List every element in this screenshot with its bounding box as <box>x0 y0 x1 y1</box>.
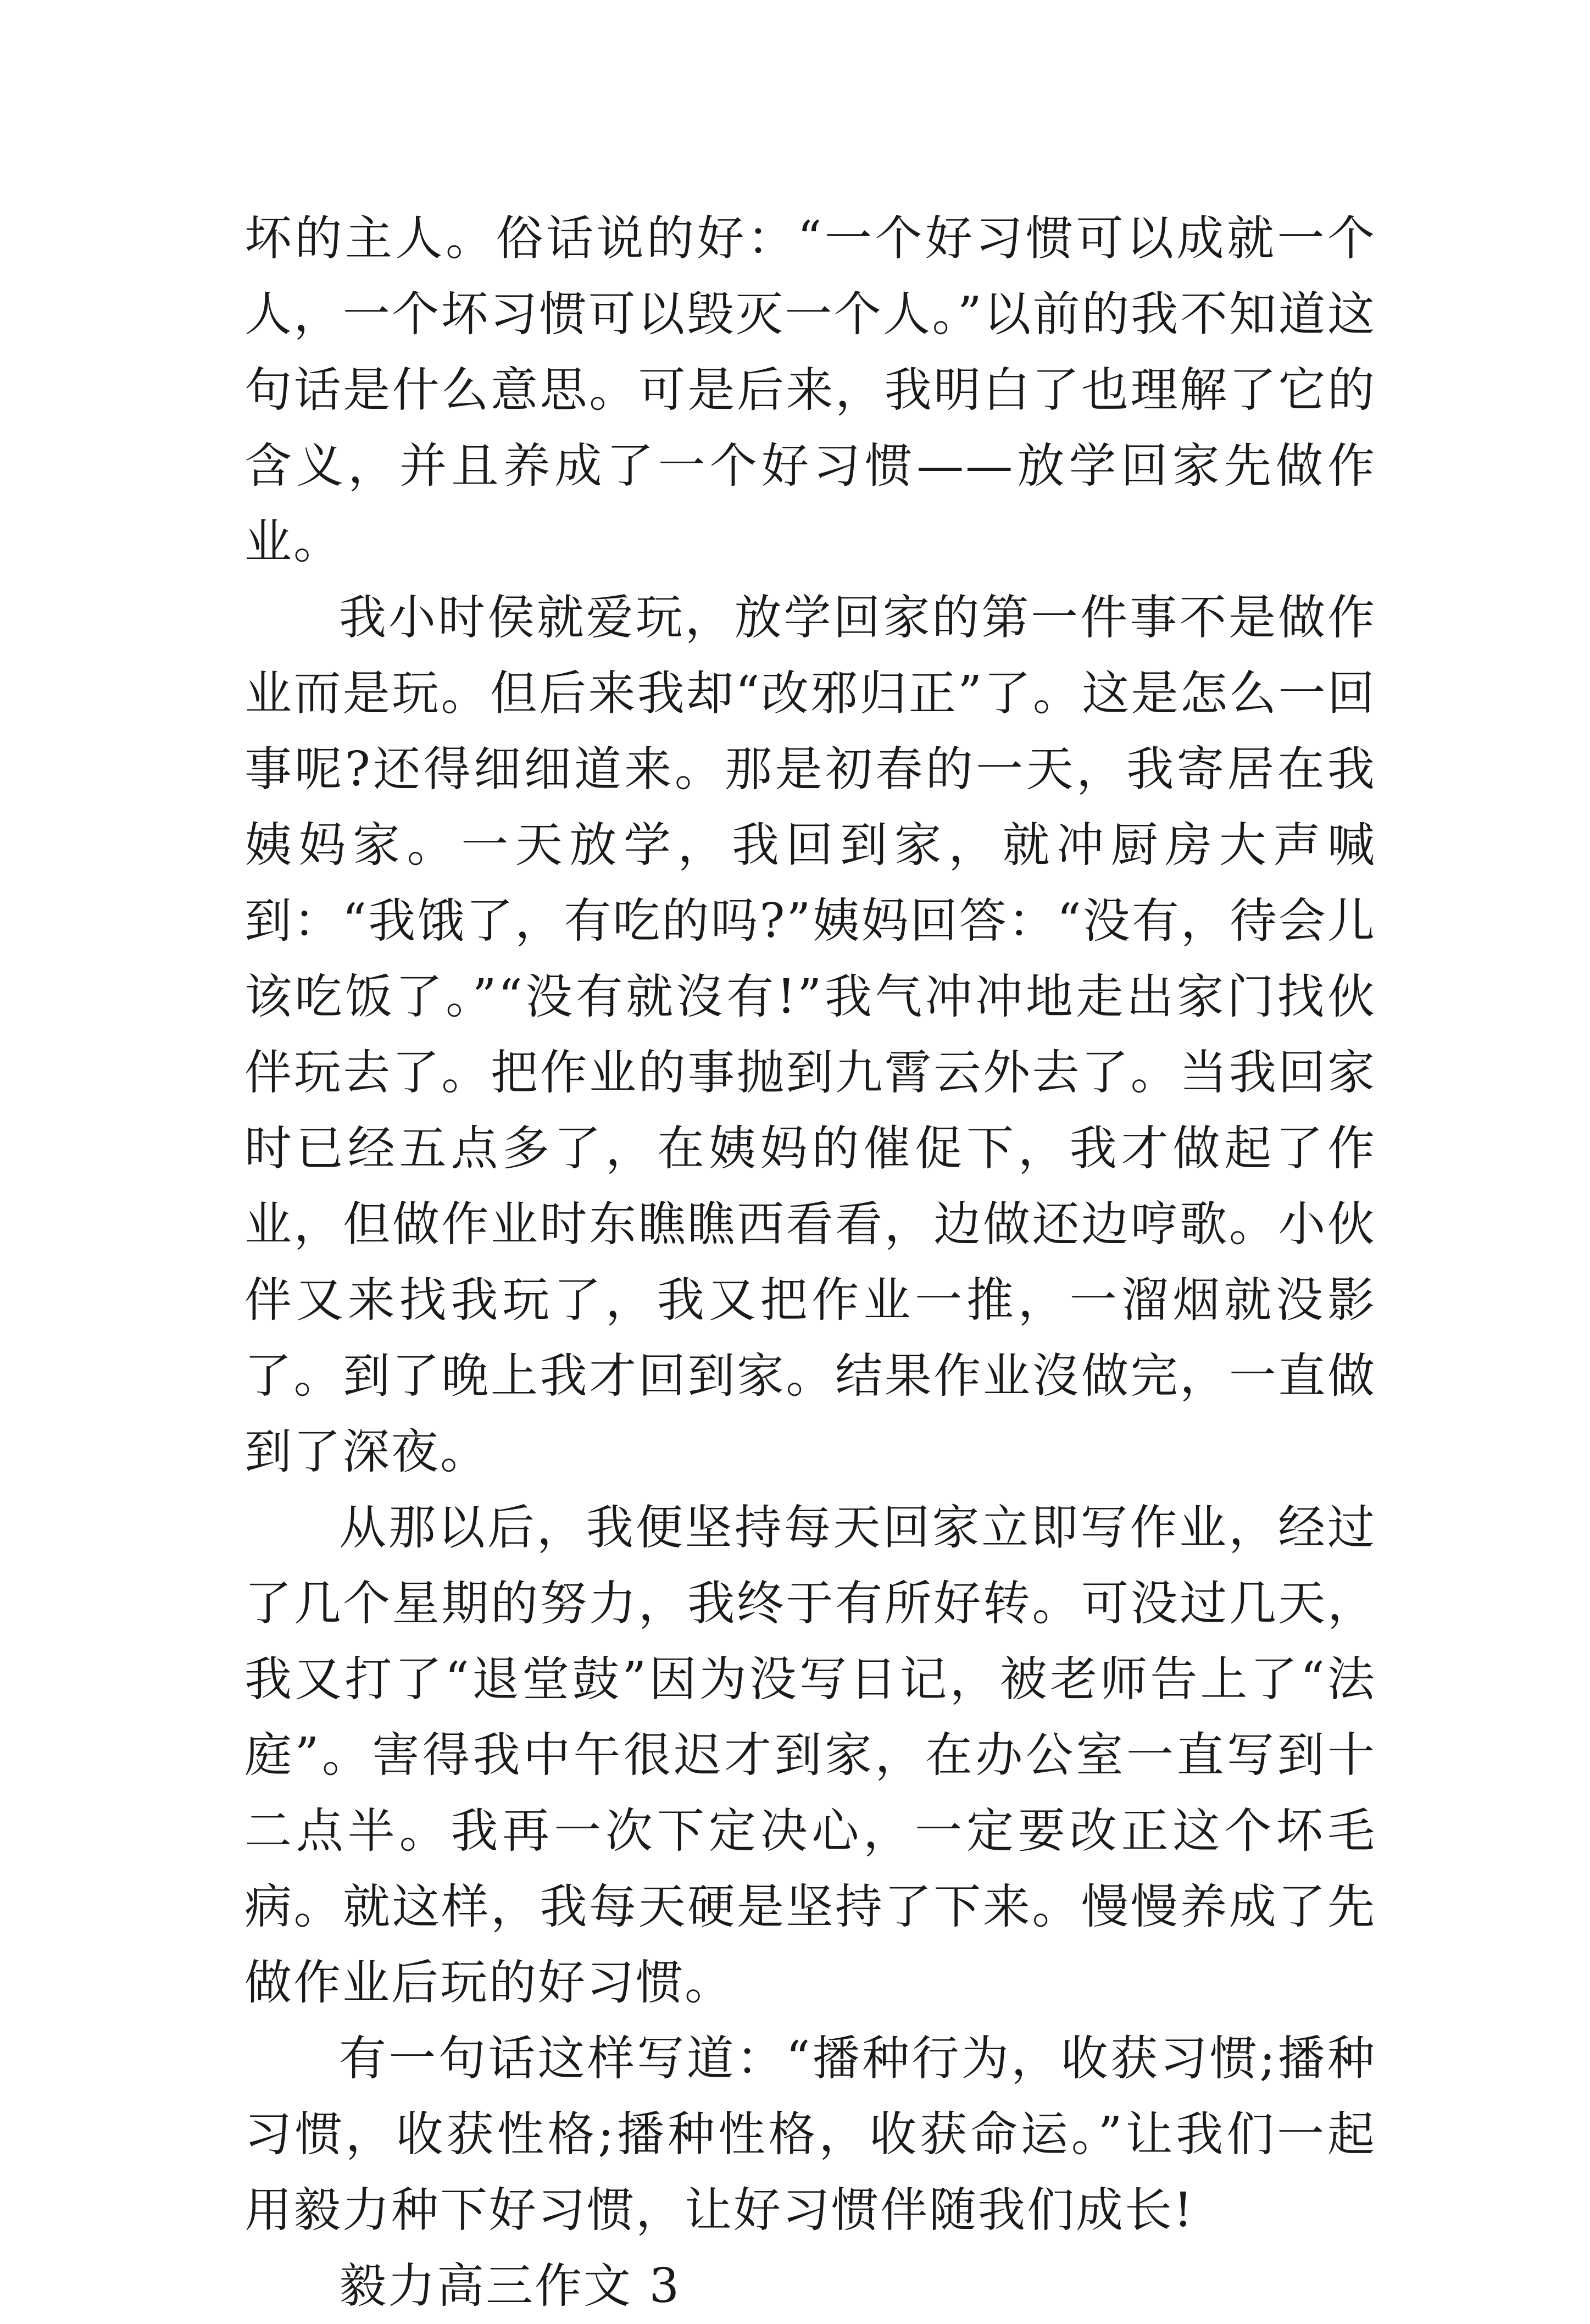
paragraph-3: 从那以后，我便坚持每天回家立即写作业，经过了几个星期的努力，我终于有所好转。可没过几天，我又打了“退堂鼓”因为没写日记，被老师告上了“法庭”。害得我中午很迟才到家，在办公室一直写到十二点半。我再一次下定决心，一定要改正这个坏毛病。就这样，我每天硬是坚持了下来。慢慢养成了先做作业后玩的好习惯。 <box>244 1500 1376 2010</box>
document-body <box>244 201 1376 2324</box>
paragraph-1: 坏的主人。俗话说的好：“一个好习惯可以成就一个人，一个坏习惯可以毁灭一个人。”以前的我不知道这句话是什么意思。可是后来，我明白了也理解了它的含义，并且养成了一个好习惯——放学回家先做作业。 <box>244 211 1376 569</box>
section-heading: 毅力高三作文 3 <box>339 2259 681 2314</box>
paragraph-2: 我小时侯就爱玩，放学回家的第一件事不是做作业而是玩。但后来我却“改邪归正”了。这是怎么一回事呢?还得细细道来。那是初春的一天，我寄居在我姨妈家。一天放学，我回到家，就冲厨房大声喊到：“我饿了，有吃的吗?”姨妈回答：“没有，待会儿该吃饭了。”“没有就沒有!”我气冲冲地走出家门找伙伴玩去了。把作业的事抛到九霄云外去了。当我回家时已经五点多了，在姨妈的催促下，我才做起了作业，但做作业时东瞧瞧西看看，边做还边哼歌。小伙伴又来找我玩了，我又把作业一推，一溜烟就没影了。到了晚上我才回到家。结果作业沒做完，一直做到了深夜。 <box>244 590 1376 1479</box>
paragraph-4: 有一句话这样写道：“播种行为，收获习惯;播种习惯，收获性格;播种性格，收获命运。”让我们一起用毅力种下好习惯，让好习惯伴随我们成长! <box>244 2031 1376 2238</box>
